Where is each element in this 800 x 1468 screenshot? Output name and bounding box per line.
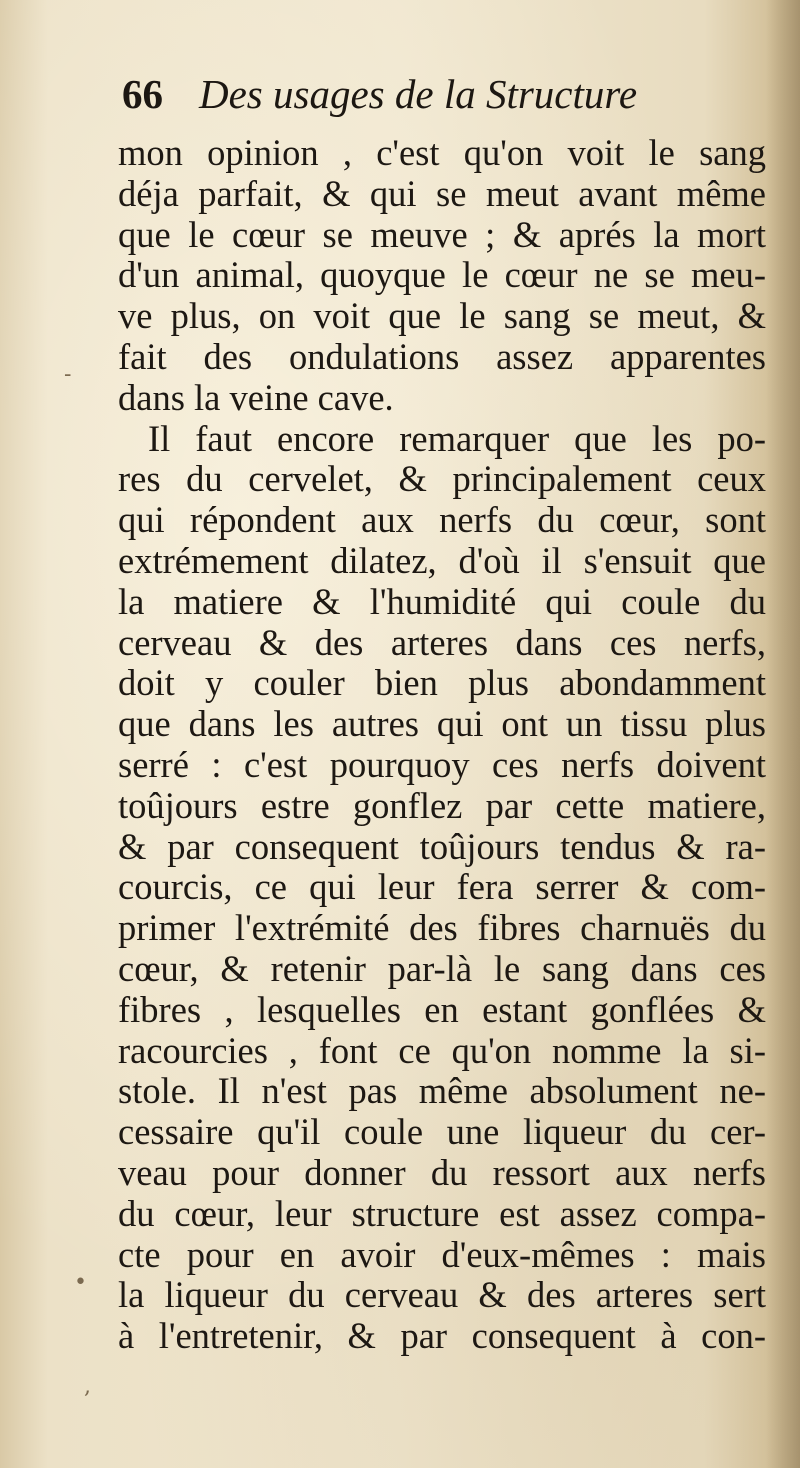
text-line: fibres , lesquelles en estant gonflées & (118, 989, 766, 1030)
page-gutter-shadow (766, 0, 800, 1468)
margin-mark: , (84, 1374, 91, 1399)
text-line: qui répondent aux nerfs du cœur, sont (118, 500, 766, 541)
text-line: stole. Il n'est pas même absolument ne- (118, 1071, 766, 1112)
text-line: ve plus, on voit que le sang se meut, & (118, 296, 766, 337)
running-head (122, 70, 722, 128)
text-line: doit y couler bien plus abondamment (118, 663, 766, 704)
paragraph-2 (118, 419, 766, 1357)
text-line: & par consequent toûjours tendus & ra- (118, 826, 766, 867)
text-line: racourcies , font ce qu'on nomme la si- (118, 1030, 766, 1071)
text-line: à l'entretenir, & par consequent à con- (118, 1316, 766, 1357)
text-line: mon opinion , c'est qu'on voit le sang (118, 133, 766, 173)
text-line: la liqueur du cerveau & des arteres sert (118, 1275, 766, 1316)
margin-mark: • (74, 1270, 87, 1295)
text-line: cœur, & retenir par-là le sang dans ces (118, 948, 766, 989)
running-title: Des usages de la Structure (199, 71, 638, 117)
margin-mark: - (64, 362, 72, 387)
text-line: fait des ondulations assez apparentes (118, 336, 766, 377)
text-line: déja parfait, & qui se meut avant même (118, 173, 766, 214)
text-line: courcis, ce qui leur fera serrer & com- (118, 867, 766, 908)
text-line: la matiere & l'humidité qui coule du (118, 581, 766, 622)
text-line: d'un animal, quoyque le cœur ne se meu- (118, 255, 766, 296)
text-line: cerveau & des arteres dans ces nerfs, (118, 622, 766, 663)
text-line: res du cervelet, & principalement ceux (118, 459, 766, 500)
paragraph-1 (118, 133, 766, 419)
text-line: cessaire qu'il coule une liqueur du cer- (118, 1112, 766, 1153)
text-line: que dans les autres qui ont un tissu plus (118, 704, 766, 745)
page-number: 66 (122, 71, 163, 117)
text-line: dans la veine cave. (118, 377, 394, 418)
text-line: du cœur, leur structure est assez compa- (118, 1193, 766, 1234)
text-line: primer l'extrémité des fibres charnuës du (118, 908, 766, 949)
text-line: toûjours estre gonflez par cette matiere, (118, 785, 766, 826)
text-line: cte pour en avoir d'eux-mêmes : mais (118, 1234, 766, 1275)
text-line: que le cœur se meuve ; & aprés la mort (118, 214, 766, 255)
text-line: Il faut encore remarquer que les po- (148, 418, 766, 459)
text-line: veau pour donner du ressort aux nerfs (118, 1152, 766, 1193)
text-line: extrémement dilatez, d'où il s'ensuit que (118, 540, 766, 581)
text-line: serré : c'est pourquoy ces nerfs doivent (118, 744, 766, 785)
body-text (118, 133, 766, 1357)
